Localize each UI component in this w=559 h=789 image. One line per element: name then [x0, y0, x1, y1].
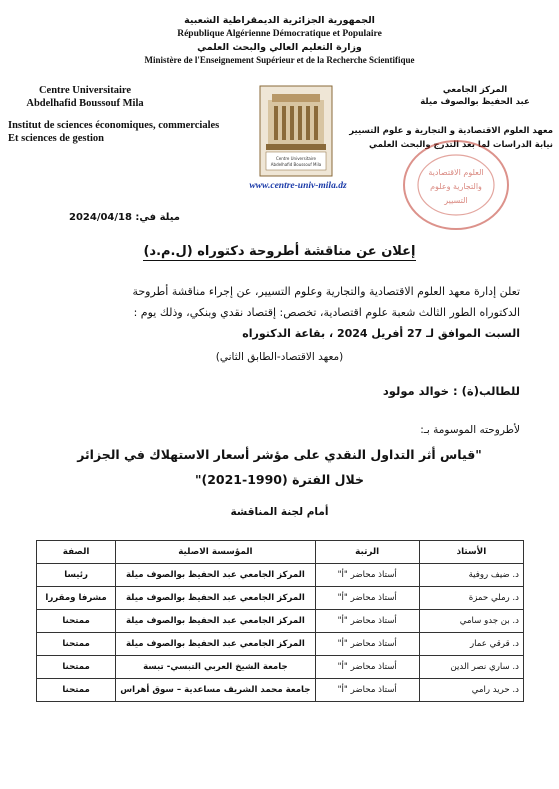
institute-name-ar: معهد العلوم الاقتصادية و التجارية و علوم التسيير [349, 126, 553, 136]
cell-rank: أستاذ محاضر "أ" [315, 564, 419, 587]
thesis-title-line-2: خلال الفترة (1990-2021)" [194, 472, 365, 487]
header-role: الصفة [37, 541, 116, 564]
cell-institution: المركز الجامعي عبد الحفيظ بوالصوف ميلة [116, 633, 315, 656]
thesis-title-line-1: "قياس أثر التداول النقدي على مؤشر أسعار الاستهلاك في الجزائر [77, 447, 482, 462]
body-line-2: الدكتوراه الطور الثالث شعبة علوم اقتصادية، تخصص: إقتصاد نقدي وبنكي، وذلك يوم : [133, 306, 520, 319]
ministry-ar: وزارة التعليم العالي والبحث العلمي [197, 42, 362, 53]
header-rank: الرتبة [315, 541, 419, 564]
table-row [37, 610, 524, 633]
cell-role: ممتحنا [37, 679, 116, 702]
cell-name: د. بن جدو سامي [419, 610, 523, 633]
cell-name: د. ساري نصر الدين [419, 656, 523, 679]
cell-role: مشرفا ومقررا [37, 587, 116, 610]
website-link[interactable]: www.centre-univ-mila.dz [249, 181, 347, 191]
table-row [37, 564, 524, 587]
cell-name: د. قرقي عمار [419, 633, 523, 656]
announcement-title [0, 244, 559, 259]
university-name-ar [400, 84, 550, 108]
table-row [37, 587, 524, 610]
cell-rank: أستاذ محاضر "أ" [315, 610, 419, 633]
venue-line: (معهد الاقتصاد-الطابق الثاني) [215, 351, 344, 363]
cell-rank: أستاذ محاضر "أ" [315, 679, 419, 702]
institute-line1: Institut de sciences économiques, commerciales [8, 120, 220, 131]
svg-text:التسيير: التسيير [444, 196, 468, 205]
cell-role: ممتحنا [37, 610, 116, 633]
cell-role: ممتحنا [37, 633, 116, 656]
svg-text:Abdelhafid Boussouf Mila: Abdelhafid Boussouf Mila [270, 162, 322, 167]
institute-stamp [400, 137, 512, 233]
cell-institution: المركز الجامعي عبد الحفيظ بوالصوف ميلة [116, 564, 315, 587]
table-row [37, 633, 524, 656]
student-line: للطالب(ة) : خوالد مولود [382, 384, 520, 398]
jury-table-wrap [36, 540, 524, 702]
committee-heading: أمام لجنة المناقشة [230, 506, 329, 518]
title-text: إعلان عن مناقشة أطروحة دكتوراه (ل.م.د) [143, 244, 416, 259]
svg-text:والتجارية وعلوم: والتجارية وعلوم [430, 182, 482, 191]
cell-role: ممتحنا [37, 656, 116, 679]
jury-table [36, 540, 524, 702]
svg-text:Centre Universitaire: Centre Universitaire [275, 156, 317, 161]
cell-institution: المركز الجامعي عبد الحفيظ بوالصوف ميلة [116, 587, 315, 610]
table-row [37, 656, 524, 679]
university-line1: Centre Universitaire [38, 85, 132, 96]
thesis-intro: لأطروحته الموسومة بـ: [420, 424, 520, 436]
header-institution: المؤسسة الاصلية [116, 541, 315, 564]
university-name-fr [5, 84, 165, 110]
university-ar-line2: عبد الحفيظ بوالصوف ميلة [420, 97, 530, 107]
cell-role: رئيسا [37, 564, 116, 587]
cell-institution: المركز الجامعي عبد الحفيظ بوالصوف ميلة [116, 610, 315, 633]
ministry-fr: Ministère de l'Enseignement Supérieur et de la Recherche Scientifique [144, 55, 415, 65]
body-line-1: تعلن إدارة معهد العلوم الاقتصادية والتجارية وعلوم التسيير، عن إجراء مناقشة أطروحة [132, 285, 520, 298]
republic-fr: République Algérienne Démocratique et Populaire [177, 29, 382, 39]
svg-text:العلوم الاقتصادية: العلوم الاقتصادية [428, 168, 484, 177]
body-line-3: السبت الموافق لـ 27 أفريل 2024 ، بقاعة الدكتوراه [242, 327, 520, 340]
university-logo [258, 84, 334, 178]
republic-ar: الجمهورية الجزائرية الديمقراطية الشعبية [184, 15, 375, 26]
cell-rank: أستاذ محاضر "أ" [315, 633, 419, 656]
date-line: ميلة في: 2024/04/18 [68, 212, 180, 223]
cell-name: د. ضيف روفية [419, 564, 523, 587]
institute-line2: Et sciences de gestion [8, 133, 104, 144]
cell-institution: جامعة الشيخ العربي التبسي- تبسة [116, 656, 315, 679]
cell-name: د. حريد رامي [419, 679, 523, 702]
institute-name-fr [8, 119, 248, 145]
cell-name: د. رملي حمزة [419, 587, 523, 610]
header-professor: الأستاذ [419, 541, 523, 564]
cell-rank: أستاذ محاضر "أ" [315, 587, 419, 610]
cell-rank: أستاذ محاضر "أ" [315, 656, 419, 679]
table-row [37, 679, 524, 702]
deputy-office-ar: نيابة الدراسات لما بعد التدرج والبحث العلمي [368, 140, 553, 150]
university-line2: Abdelhafid Boussouf Mila [26, 98, 144, 109]
university-ar-line1: المركز الجامعي [442, 85, 508, 95]
cell-institution: جامعة محمد الشريف مساعدية – سوق أهراس [116, 679, 315, 702]
table-header-row [37, 541, 524, 564]
